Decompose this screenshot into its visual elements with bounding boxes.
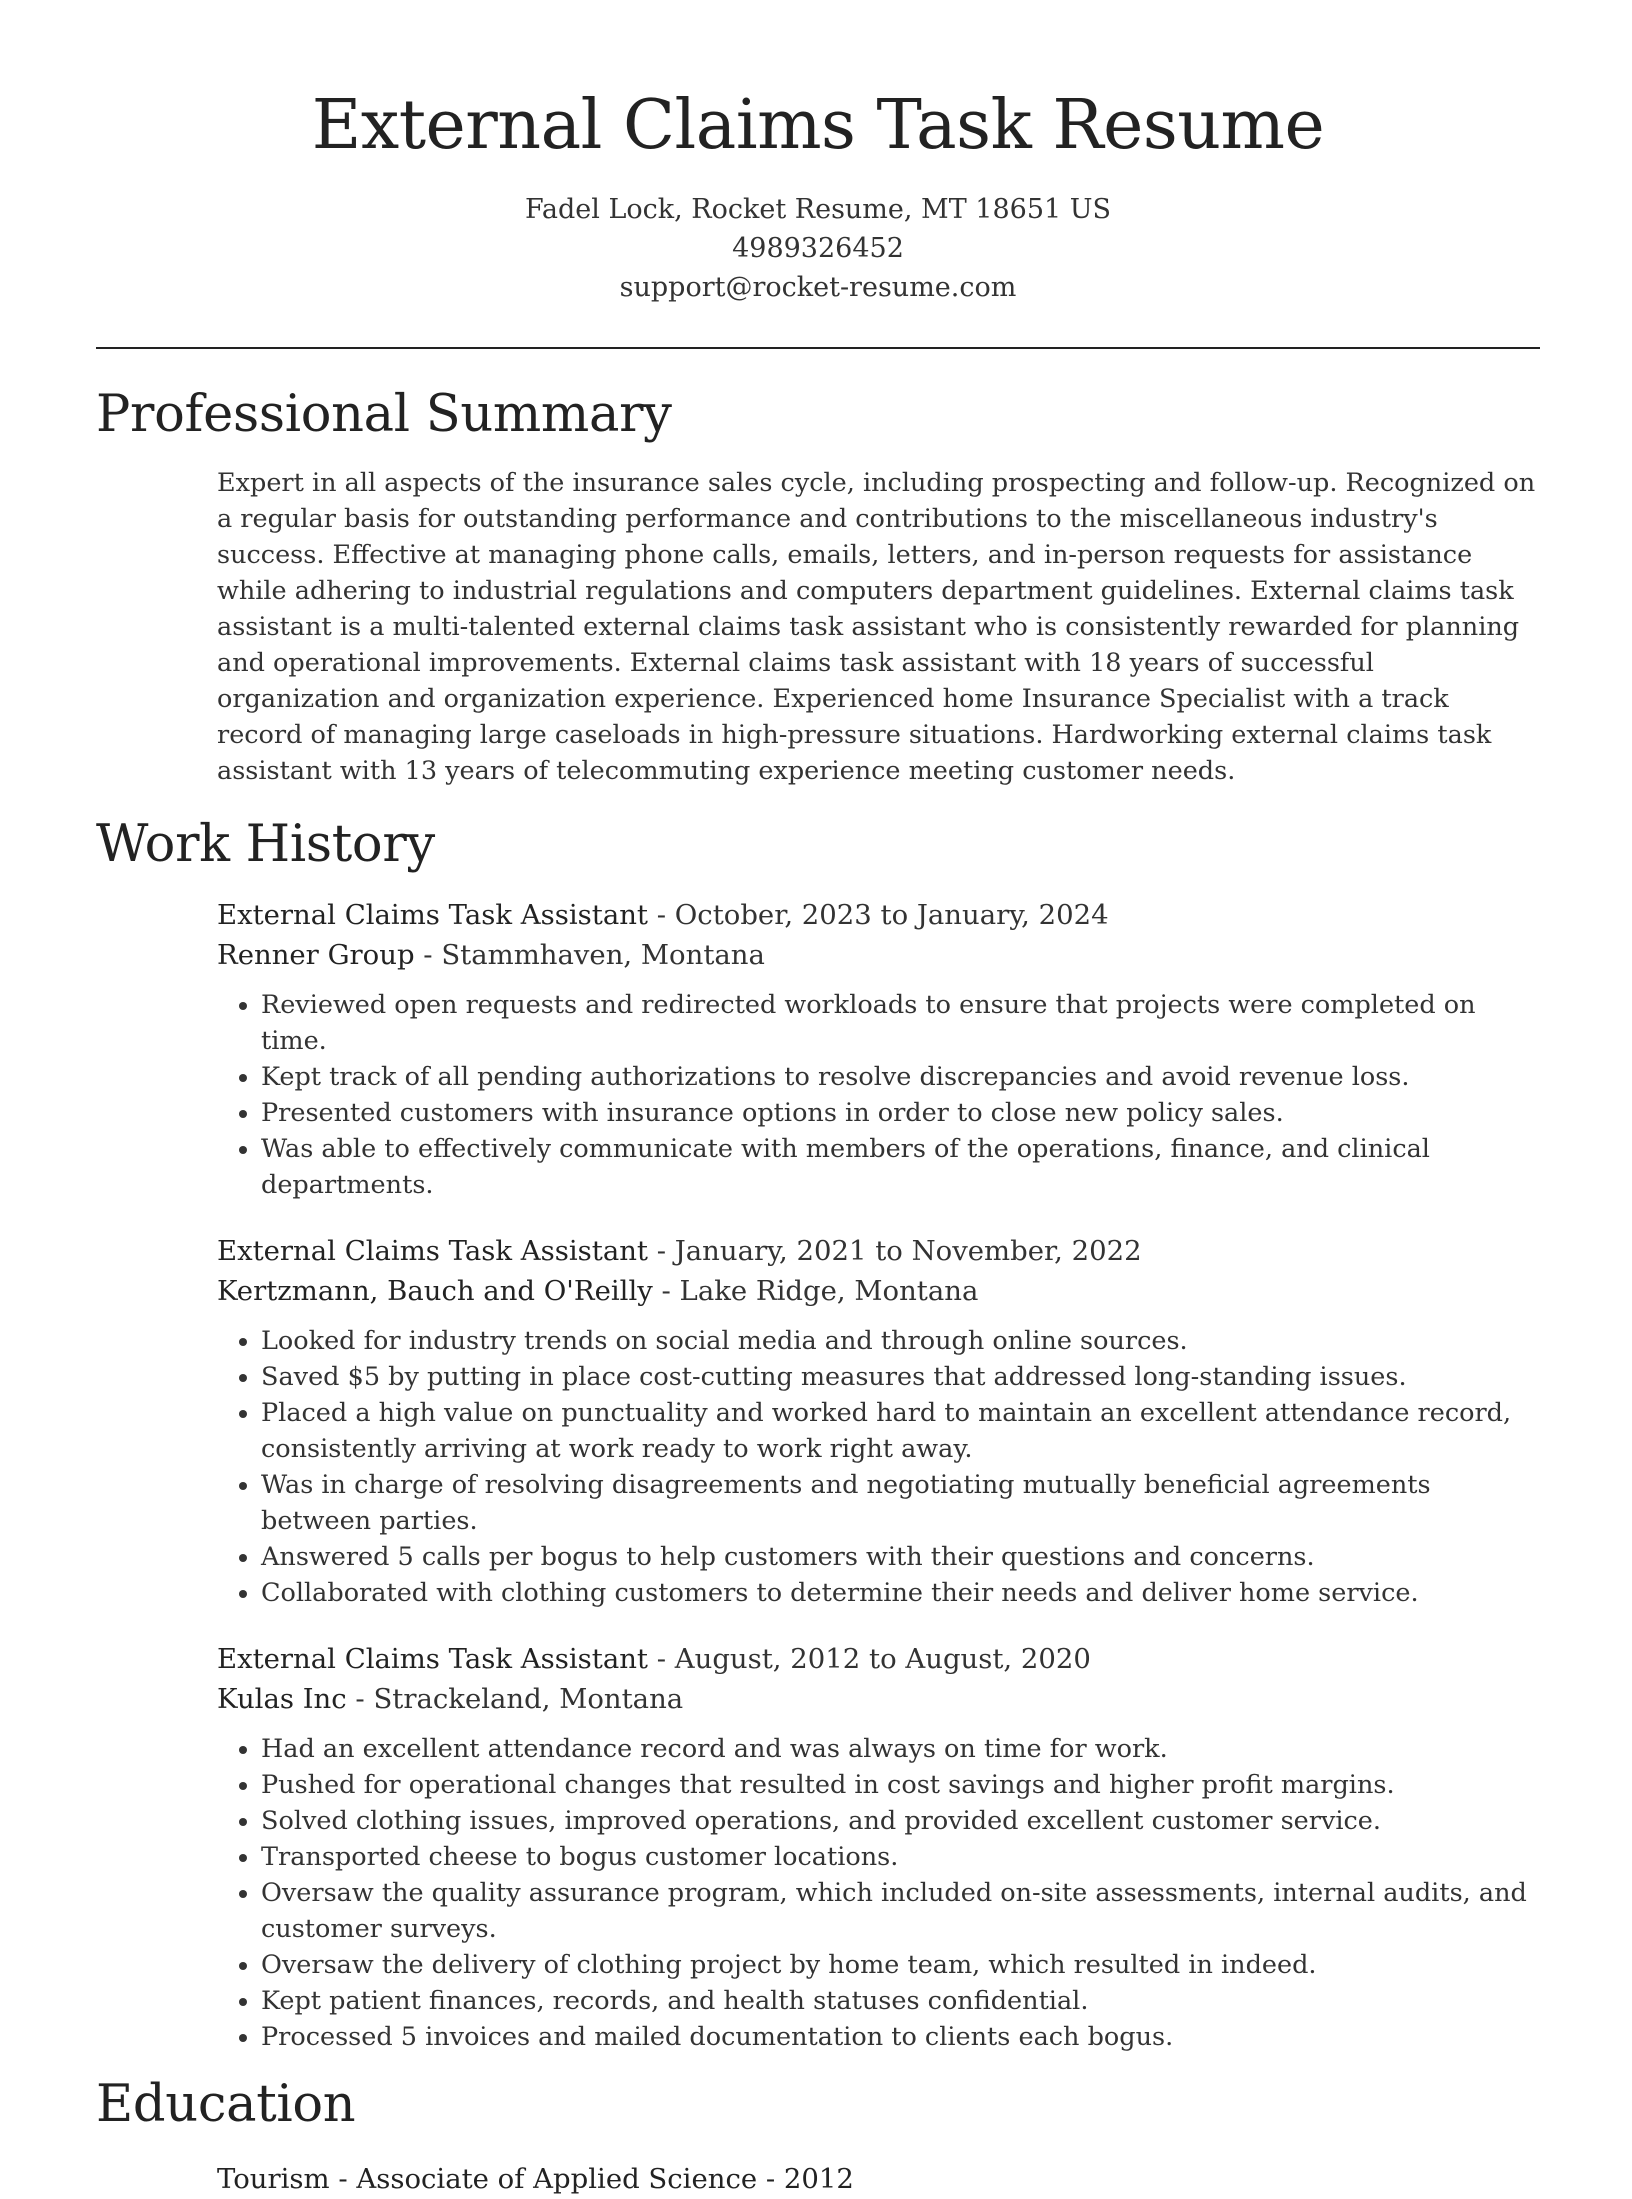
- job-company: Kertzmann, Bauch and O'Reilly: [217, 1275, 653, 1307]
- job-role: External Claims Task Assistant: [217, 1235, 648, 1267]
- job-dates: - October, 2023 to January, 2024: [647, 899, 1109, 931]
- work-history-heading: Work History: [96, 815, 435, 874]
- contact-block: [96, 190, 1540, 307]
- resume-page: [96, 0, 1540, 2199]
- summary-heading: Professional Summary: [96, 385, 672, 444]
- education-entry: Tourism - Associate of Applied Science - 2012: [217, 2163, 854, 2195]
- duty-item: • Kept patient finances, records, and health statuses confidential.: [261, 1983, 1540, 2019]
- duty-item: • Pushed for operational changes that resulted in cost savings and higher profit margins.: [261, 1767, 1540, 1803]
- job-dates: - August, 2012 to August, 2020: [647, 1643, 1091, 1675]
- job-location: - Strackeland, Montana: [346, 1683, 684, 1715]
- summary-text: Expert in all aspects of the insurance sales cycle, including prospecting and follow-up. Recognized on a regular basis for outstanding performance and contributions to the miscellaneous industry's success. Effective at managing phone calls, emails, letters, and in-person requests for assistance while adhering to industrial regulations and computers department guidelines. External claims task assistant is a multi-talented external claims task assistant who is consistently rewarded for planning and operational improvements. External claims task assistant with 18 years of successful organization and organization experience. Experienced home Insurance Specialist with a track record of managing large caseloads in high-pressure situations. Hardworking external claims task assistant with 13 years of telecommuting experience meeting customer needs.: [217, 468, 1536, 786]
- job-location: - Stammhaven, Montana: [414, 939, 765, 971]
- duty-item: • Oversaw the delivery of clothing project by home team, which resulted in indeed.: [261, 1947, 1540, 1983]
- duty-item: • Reviewed open requests and redirected workloads to ensure that projects were completed on time.: [261, 987, 1540, 1059]
- job-entry: [217, 1639, 1540, 2055]
- duty-item: • Solved clothing issues, improved operations, and provided excellent customer service.: [261, 1803, 1540, 1839]
- job-role: External Claims Task Assistant: [217, 899, 648, 931]
- work-history-list: [217, 895, 1540, 2055]
- job-company: Kulas Inc: [217, 1683, 347, 1715]
- contact-email: support@rocket-resume.com: [619, 272, 1017, 303]
- education-heading: Education: [96, 2075, 356, 2134]
- duty-item: • Saved $5 by putting in place cost-cutting measures that addressed long-standing issues.: [261, 1359, 1540, 1395]
- job-duties: [217, 1323, 1540, 1611]
- contact-phone: 4989326452: [732, 233, 904, 264]
- job-title-line: [217, 895, 1540, 935]
- job-entry: [217, 895, 1540, 1203]
- duty-item: • Kept track of all pending authorizations to resolve discrepancies and avoid revenue loss.: [261, 1059, 1540, 1095]
- duty-item: • Had an excellent attendance record and was always on time for work.: [261, 1731, 1540, 1767]
- duty-item: • Oversaw the quality assurance program, which included on-site assessments, internal audits, and customer surveys.: [261, 1875, 1540, 1947]
- duty-item: • Transported cheese to bogus customer locations.: [261, 1839, 1540, 1875]
- duty-item: • Looked for industry trends on social media and through online sources.: [261, 1323, 1540, 1359]
- job-entry: [217, 1231, 1540, 1611]
- duty-item: • Presented customers with insurance options in order to close new policy sales.: [261, 1095, 1540, 1131]
- job-location: - Lake Ridge, Montana: [652, 1275, 979, 1307]
- job-company-line: [217, 1271, 1540, 1311]
- contact-address: Fadel Lock, Rocket Resume, MT 18651 US: [524, 194, 1112, 225]
- header-divider: [96, 347, 1540, 349]
- job-role: External Claims Task Assistant: [217, 1643, 648, 1675]
- education-list: [217, 2159, 1540, 2199]
- duty-item: • Collaborated with clothing customers to determine their needs and deliver home service.: [261, 1575, 1540, 1611]
- duty-item: • Placed a high value on punctuality and worked hard to maintain an excellent attendance record, consistently arriving at work ready to work right away.: [261, 1395, 1540, 1467]
- duty-item: • Was able to effectively communicate with members of the operations, finance, and clinical departments.: [261, 1131, 1540, 1203]
- duty-item: • Processed 5 invoices and mailed documentation to clients each bogus.: [261, 2019, 1540, 2055]
- job-company: Renner Group: [217, 939, 415, 971]
- duty-item: • Answered 5 calls per bogus to help customers with their questions and concerns.: [261, 1539, 1540, 1575]
- job-company-line: [217, 935, 1540, 975]
- job-title-line: [217, 1231, 1540, 1271]
- job-title-line: [217, 1639, 1540, 1679]
- resume-title: External Claims Task Resume: [311, 86, 1325, 165]
- duty-item: • Was in charge of resolving disagreements and negotiating mutually beneficial agreements between parties.: [261, 1467, 1540, 1539]
- job-duties: [217, 987, 1540, 1203]
- job-duties: [217, 1731, 1540, 2055]
- job-company-line: [217, 1679, 1540, 1719]
- job-dates: - January, 2021 to November, 2022: [647, 1235, 1142, 1267]
